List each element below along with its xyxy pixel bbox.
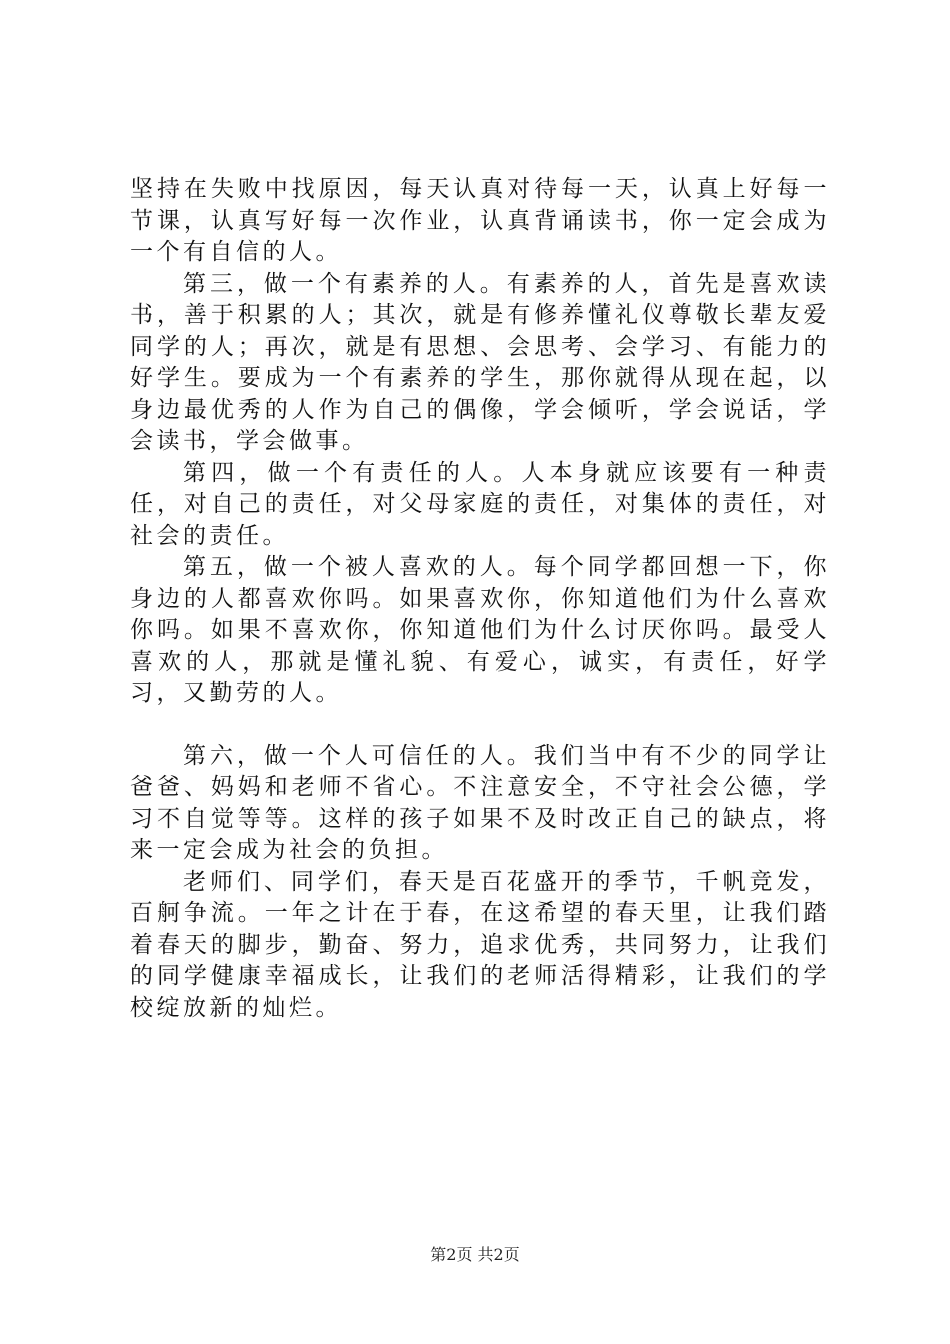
paragraph-third-point: 第三，做一个有素养的人。有素养的人，首先是喜欢读书，善于积累的人；其次，就是有修养懂礼仪尊敬长辈友爱同学的人；再次，就是有思想、会思考、会学习、有能力的好学生。要成为一个有素养的学生，那你就得从现在起，以身边最优秀的人作为自己的偶像，学会倾听，学会说话，学会读书，学会做事。 [130, 270, 830, 454]
paragraph-closing: 老师们、同学们，春天是百花盛开的季节，千帆竞发，百舸争流。一年之计在于春，在这希望的春天里，让我们踏着春天的脚步，勤奋、努力，追求优秀，共同努力，让我们的同学健康幸福成长，让我们的老师活得精彩，让我们的学校绽放新的灿烂。 [130, 868, 830, 1021]
document-body [130, 174, 830, 1024]
paragraph-continuation: 坚持在失败中找原因，每天认真对待每一天，认真上好每一节课，认真写好每一次作业，认真背诵读书，你一定会成为一个有自信的人。 [130, 176, 830, 265]
paragraph-fourth-point: 第四，做一个有责任的人。人本身就应该要有一种责任，对自己的责任，对父母家庭的责任，对集体的责任，对社会的责任。 [130, 459, 830, 549]
page-footer: 第2页 共2页 [430, 1245, 520, 1264]
paragraph-sixth-point: 第六，做一个人可信任的人。我们当中有不少的同学让爸爸、妈妈和老师不省心。不注意安全，不守社会公德，学习不自觉等等。这样的孩子如果不及时改正自己的缺点，将来一定会成为社会的负担。 [130, 742, 830, 863]
paragraph-fifth-point: 第五，做一个被人喜欢的人。每个同学都回想一下，你身边的人都喜欢你吗。如果喜欢你，你知道他们为什么喜欢你吗。如果不喜欢你，你知道他们为什么讨厌你吗。最受人喜欢的人，那就是懂礼貌、有爱心，诚实，有责任，好学习，又勤劳的人。 [130, 554, 830, 706]
